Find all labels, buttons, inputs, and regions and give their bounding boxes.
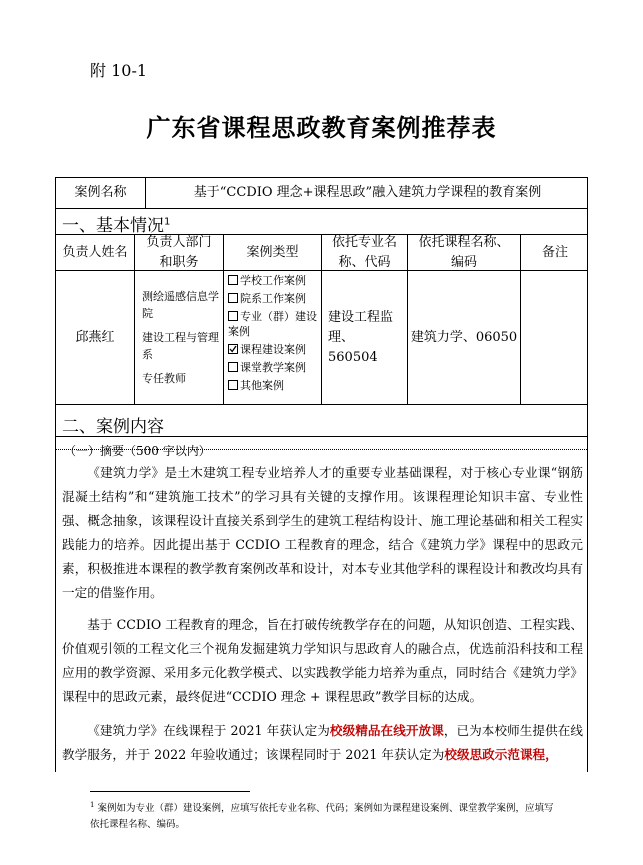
case-type-major[interactable] [228,309,326,339]
major-value: 建设工程监理、560504 [328,309,394,365]
footnote-mark: 1 [90,801,95,809]
case-type-other[interactable] [228,378,326,393]
case-type-list [228,273,326,396]
highlight-quality-course: 校级精品在线开放课 [329,723,444,738]
case-type-dept[interactable] [228,291,326,306]
checkbox-icon [228,311,238,321]
dept-line-1: 测绘遥感信息学院 [142,290,219,320]
leader-name: 邱燕红 [75,329,115,345]
recommendation-table [55,177,588,772]
p3-text-c: ， [545,747,558,762]
header-leader: 负责人姓名 [62,244,128,260]
abstract-paragraph-3 [62,719,583,767]
abstract-paragraph-2: 基于 CCDIO 工程教育的理念，旨在打破传统教学存在的问题，从知识创造、工程实践、价值观引领的工程文化三个视角发掘建筑力学知识与思政育人的融合点，优选前沿科技和工程应用的教学资源、采用多元化教学模式、以实践教学能力培养为重点，同时结合《建筑力学》课程中的思政元素，最终促进“CCDIO 理念 + 课程思政”教学目标的达成。 [62,617,583,704]
case-type-label: 院系工作案例 [240,292,306,305]
case-type-label: 学校工作案例 [240,274,306,287]
dept-cell [142,288,220,387]
case-type-course[interactable] [228,342,326,357]
highlight-demo-course: 校级思政示范课程 [444,747,546,762]
case-type-label: 课程建设案例 [240,343,306,356]
checkbox-icon [228,275,238,285]
p3-text-a: 《建筑力学》在线课程于 2021 年获认定为 [87,723,330,738]
course-value: 建筑力学、06050 [410,329,518,345]
footnote-ref: 1 [164,216,171,228]
case-type-label: 其他案例 [240,379,284,392]
checked-checkbox-icon [228,344,238,354]
checkbox-icon [228,293,238,303]
section-case-content: 二、案例内容 [62,417,164,437]
header-course: 依托课程名称、编码 [418,234,510,270]
dept-line-2: 建设工程与管理系 [142,331,219,361]
header-dept: 负责人部门和职务 [146,234,212,270]
case-type-class[interactable] [228,360,326,375]
case-name-label: 案例名称 [74,185,127,200]
section-basic-info-title: 一、基本情况 [62,216,164,236]
footnote-text: 案例如为专业（群）建设案例，应填写依托专业名称、代码；案例如为课程建设案例、课堂教学案例，应填写依托课程名称、编码。 [90,803,554,831]
abstract-paragraph-1: 《建筑力学》是土木建筑工程专业培养人才的重要专业基础课程，对于核心专业课“钢筋混凝土结构”和“建筑施工技术”的学习具有关键的支撑作用。该课程理论知识丰富、专业性强、概念抽象，该课程设计直接关系到学生的建筑工程结构设计、施工理论基础和相关工程实践能力的培养。因此提出基于 CCDIO 工程教育的理念，结合《建筑力学》课程中的思政元素，积极推进本课程的教学教育案例改革和设计，对本专业其他学科的课程设计和教改均具有一定的借鉴作用。 [62,465,583,600]
abstract-label: （一）摘要（500 字以内） [64,444,211,458]
case-type-school[interactable] [228,273,326,288]
footnote [90,797,560,833]
case-type-label: 课堂教学案例 [240,361,306,374]
header-major: 依托专业名称、代码 [331,234,397,270]
header-note: 备注 [541,244,568,260]
dept-line-3: 专任教师 [142,372,186,385]
note-value [521,271,589,404]
checkbox-icon [228,380,238,390]
p3-text-b: ，已为本校师生提供在线教学服务，并于 2022 年验收通过；该课程同时于 2021 年获认定为 [62,723,584,762]
checkbox-icon [228,362,238,372]
attachment-number: 附 10-1 [90,61,148,80]
header-type: 案例类型 [246,244,299,260]
page-title: 广东省课程思政教育案例推荐表 [146,114,497,142]
case-type-label: 专业（群）建设案例 [228,310,317,338]
footnote-separator [90,791,250,792]
case-name-value: 基于“CCDIO 理念+课程思政”融入建筑力学课程的教育案例 [193,185,542,200]
